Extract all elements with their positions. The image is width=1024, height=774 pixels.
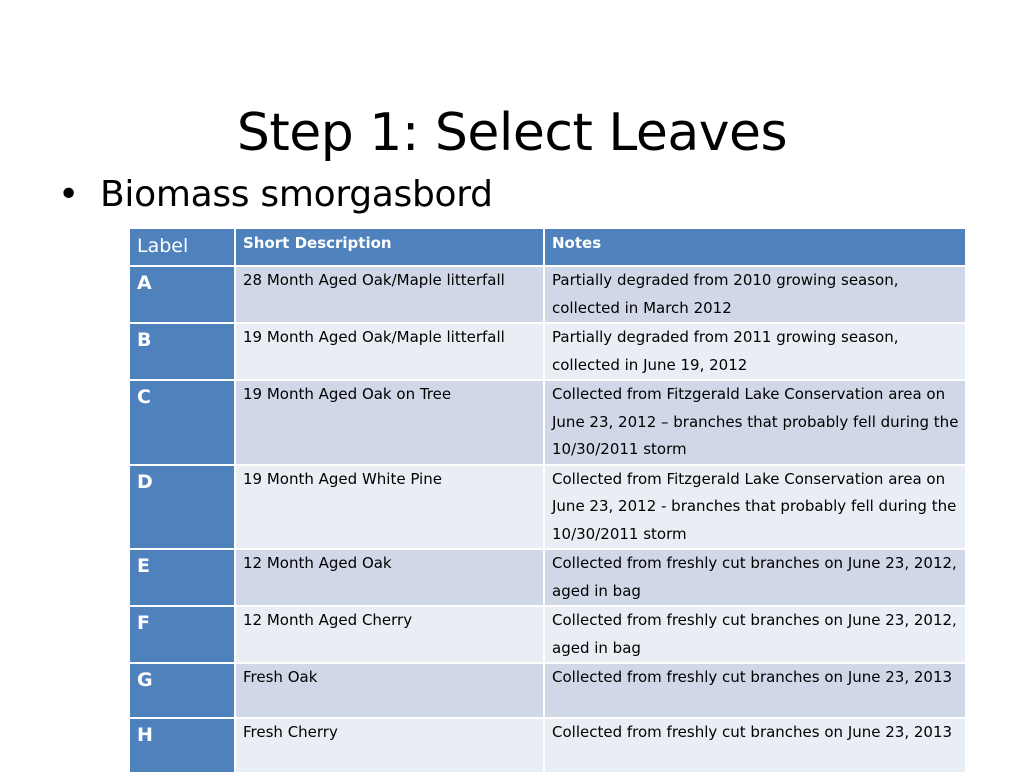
row-label-cell: E	[129, 549, 235, 606]
notes-cell: Partially degraded from 2011 growing season, collected in June 19, 2012	[544, 323, 966, 380]
leaf-samples-table	[128, 227, 967, 774]
table-row	[129, 549, 966, 606]
table-header-row	[129, 228, 966, 266]
notes-cell: Partially degraded from 2010 growing season, collected in March 2012	[544, 266, 966, 323]
table-row	[129, 266, 966, 323]
short-description-cell: Fresh Cherry	[235, 718, 544, 773]
slide-title: Step 1: Select Leaves	[236, 102, 788, 163]
short-description-cell: 28 Month Aged Oak/Maple litterfall	[235, 266, 544, 323]
table-row	[129, 465, 966, 550]
short-description-cell: 19 Month Aged Oak on Tree	[235, 380, 544, 465]
column-header-label: Label	[129, 228, 235, 266]
row-label-cell: C	[129, 380, 235, 465]
row-label-cell: D	[129, 465, 235, 550]
short-description-cell: 19 Month Aged White Pine	[235, 465, 544, 550]
short-description-cell: 12 Month Aged Cherry	[235, 606, 544, 663]
bullet-dot-icon: •	[58, 174, 79, 215]
notes-cell: Collected from Fitzgerald Lake Conservation area on June 23, 2012 - branches that probably fell during the 10/30/2011 storm	[544, 465, 966, 550]
bullet-text: Biomass smorgasbord	[100, 174, 493, 215]
table-row	[129, 663, 966, 718]
notes-cell: Collected from Fitzgerald Lake Conservation area on June 23, 2012 – branches that probably fell during the 10/30/2011 storm	[544, 380, 966, 465]
row-label-cell: B	[129, 323, 235, 380]
table-row	[129, 323, 966, 380]
row-label-cell: G	[129, 663, 235, 718]
table-row	[129, 606, 966, 663]
notes-cell: Collected from freshly cut branches on June 23, 2012, aged in bag	[544, 549, 966, 606]
short-description-cell: 12 Month Aged Oak	[235, 549, 544, 606]
row-label-cell: A	[129, 266, 235, 323]
column-header-short-description: Short Description	[235, 228, 544, 266]
table-row	[129, 380, 966, 465]
short-description-cell: Fresh Oak	[235, 663, 544, 718]
notes-cell: Collected from freshly cut branches on June 23, 2013	[544, 663, 966, 718]
row-label-cell: F	[129, 606, 235, 663]
table-row	[129, 718, 966, 773]
notes-cell: Collected from freshly cut branches on June 23, 2012, aged in bag	[544, 606, 966, 663]
column-header-notes: Notes	[544, 228, 966, 266]
row-label-cell: H	[129, 718, 235, 773]
short-description-cell: 19 Month Aged Oak/Maple litterfall	[235, 323, 544, 380]
notes-cell: Collected from freshly cut branches on June 23, 2013	[544, 718, 966, 773]
bullet-item	[58, 168, 493, 222]
